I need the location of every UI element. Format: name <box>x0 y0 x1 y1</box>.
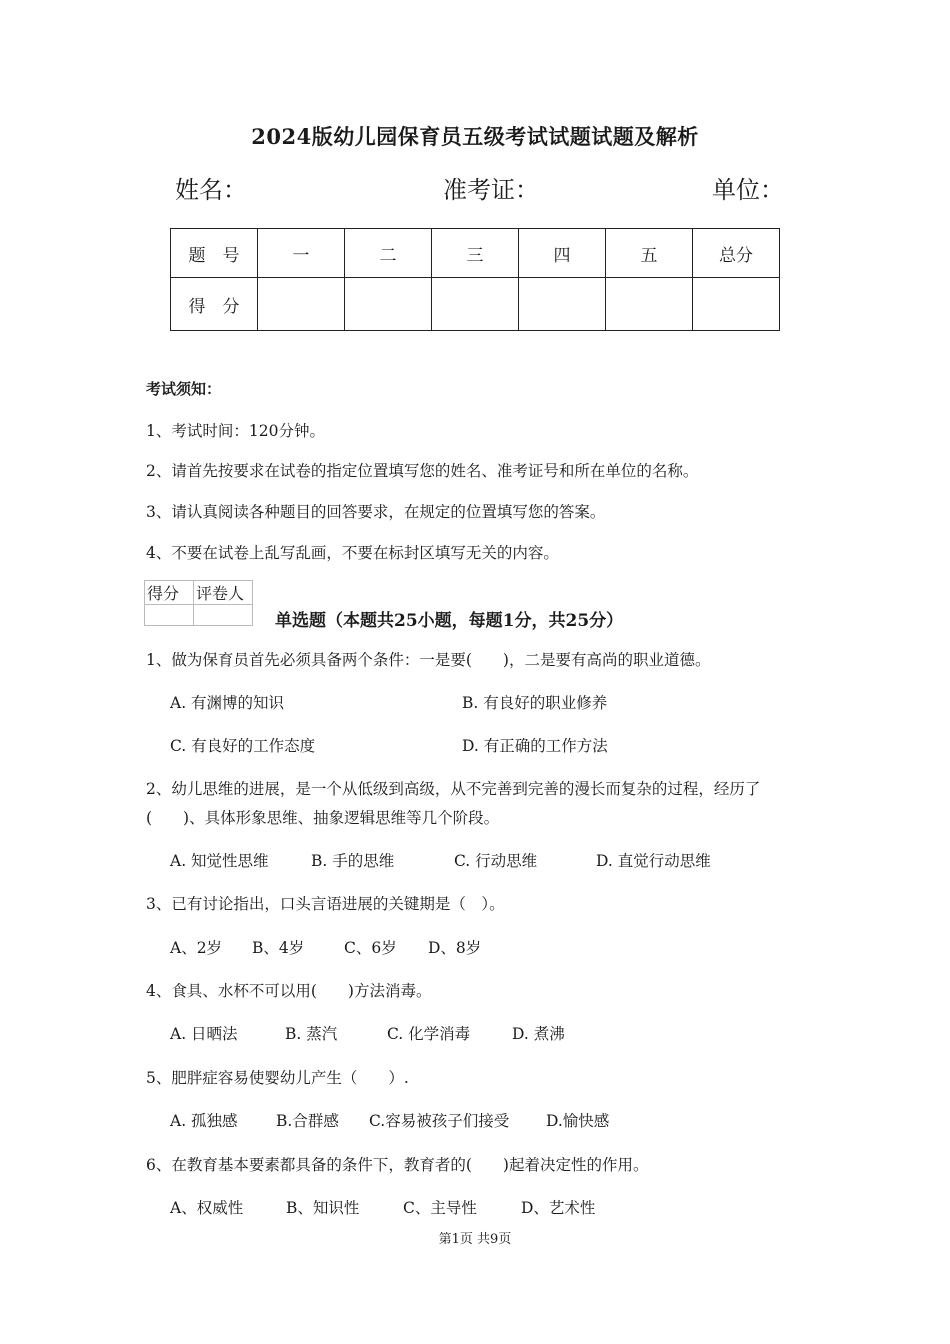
option-b: B、4岁 <box>252 939 305 957</box>
score-header-cell: 二 <box>345 229 432 278</box>
question-stem: 5、肥胖症容易使婴幼儿产生（ ）. <box>146 1069 409 1087</box>
option-d: D. 有正确的工作方法 <box>462 737 608 755</box>
option-c: C. 化学消毒 <box>387 1025 471 1043</box>
question-stem-continued: ( )、具体形象思维、抽象逻辑思维等几个阶段。 <box>146 809 500 827</box>
name-field-label: 姓名： <box>175 176 247 204</box>
option-b: B. 蒸汽 <box>285 1025 338 1043</box>
option-c: C. 有良好的工作态度 <box>170 737 316 755</box>
document-title: 2024版幼儿园保育员五级考试试题试题及解析 <box>251 124 699 149</box>
score-cell[interactable] <box>519 278 606 331</box>
option-b: B. 有良好的职业修养 <box>462 694 608 712</box>
option-a: A. 孤独感 <box>170 1112 238 1130</box>
option-d: D、艺术性 <box>521 1199 596 1217</box>
option-a: A. 知觉性思维 <box>170 852 269 870</box>
score-header-cell: 一 <box>258 229 345 278</box>
notice-item: 1、考试时间：120分钟。 <box>146 422 325 440</box>
option-b: B. 手的思维 <box>311 852 395 870</box>
option-c: C.容易被孩子们接受 <box>369 1112 510 1130</box>
score-row-label: 得 分 <box>171 278 258 331</box>
score-cell[interactable] <box>345 278 432 331</box>
question-stem: 4、食具、水杯不可以用( )方法消毒。 <box>146 982 432 1000</box>
score-header-cell: 三 <box>432 229 519 278</box>
notice-item: 4、不要在试卷上乱写乱画，不要在标封区填写无关的内容。 <box>146 544 559 562</box>
option-d: D、8岁 <box>428 939 482 957</box>
question-stem: 2、幼儿思维的进展，是一个从低级到高级，从不完善到完善的漫长而复杂的过程，经历了 <box>146 780 761 798</box>
score-header-cell: 四 <box>519 229 606 278</box>
score-cell[interactable] <box>693 278 780 331</box>
option-b: B、知识性 <box>286 1199 360 1217</box>
question-stem: 1、做为保育员首先必须具备两个条件：一是要( )，二是要有高尚的职业道德。 <box>146 651 711 669</box>
score-cell[interactable] <box>606 278 693 331</box>
score-header-cell: 五 <box>606 229 693 278</box>
option-d: D. 直觉行动思维 <box>596 852 711 870</box>
score-table <box>170 228 780 331</box>
question-stem: 3、已有讨论指出，口头言语进展的关键期是（ ）。 <box>146 895 505 913</box>
question-stem: 6、在教育基本要素都具备的条件下，教育者的( )起着决定性的作用。 <box>146 1156 649 1174</box>
option-b: B.合群感 <box>276 1112 339 1130</box>
option-a: A、权威性 <box>170 1199 244 1217</box>
score-cell[interactable] <box>258 278 345 331</box>
score-cell[interactable] <box>432 278 519 331</box>
notice-item: 2、请首先按要求在试卷的指定位置填写您的姓名、准考证号和所在单位的名称。 <box>146 462 699 480</box>
option-a: A. 有渊博的知识 <box>170 694 285 712</box>
score-table-header-row <box>171 229 780 278</box>
score-table-score-row <box>171 278 780 331</box>
notice-heading: 考试须知： <box>146 380 222 398</box>
unit-field-label: 单位： <box>712 176 784 204</box>
exam-id-field-label: 准考证： <box>443 176 539 204</box>
grader-name-cell[interactable] <box>194 605 253 626</box>
page-number: 第1页 共9页 <box>438 1232 512 1247</box>
option-c: C. 行动思维 <box>454 852 538 870</box>
grader-name-label: 评卷人 <box>194 581 253 605</box>
option-c: C、主导性 <box>403 1199 477 1217</box>
grader-score-cell[interactable] <box>145 605 194 626</box>
option-a: A. 日晒法 <box>170 1025 238 1043</box>
grader-box <box>144 580 253 626</box>
section-title: 单选题（本题共25小题，每题1分，共25分） <box>275 611 624 631</box>
score-header-cell: 总分 <box>693 229 780 278</box>
option-a: A、2岁 <box>170 939 223 957</box>
option-d: D.愉快感 <box>546 1112 610 1130</box>
option-d: D. 煮沸 <box>512 1025 565 1043</box>
score-header-cell: 题 号 <box>171 229 258 278</box>
option-c: C、6岁 <box>344 939 397 957</box>
notice-item: 3、请认真阅读各种题目的回答要求，在规定的位置填写您的答案。 <box>146 503 606 521</box>
grader-score-label: 得分 <box>145 581 194 605</box>
